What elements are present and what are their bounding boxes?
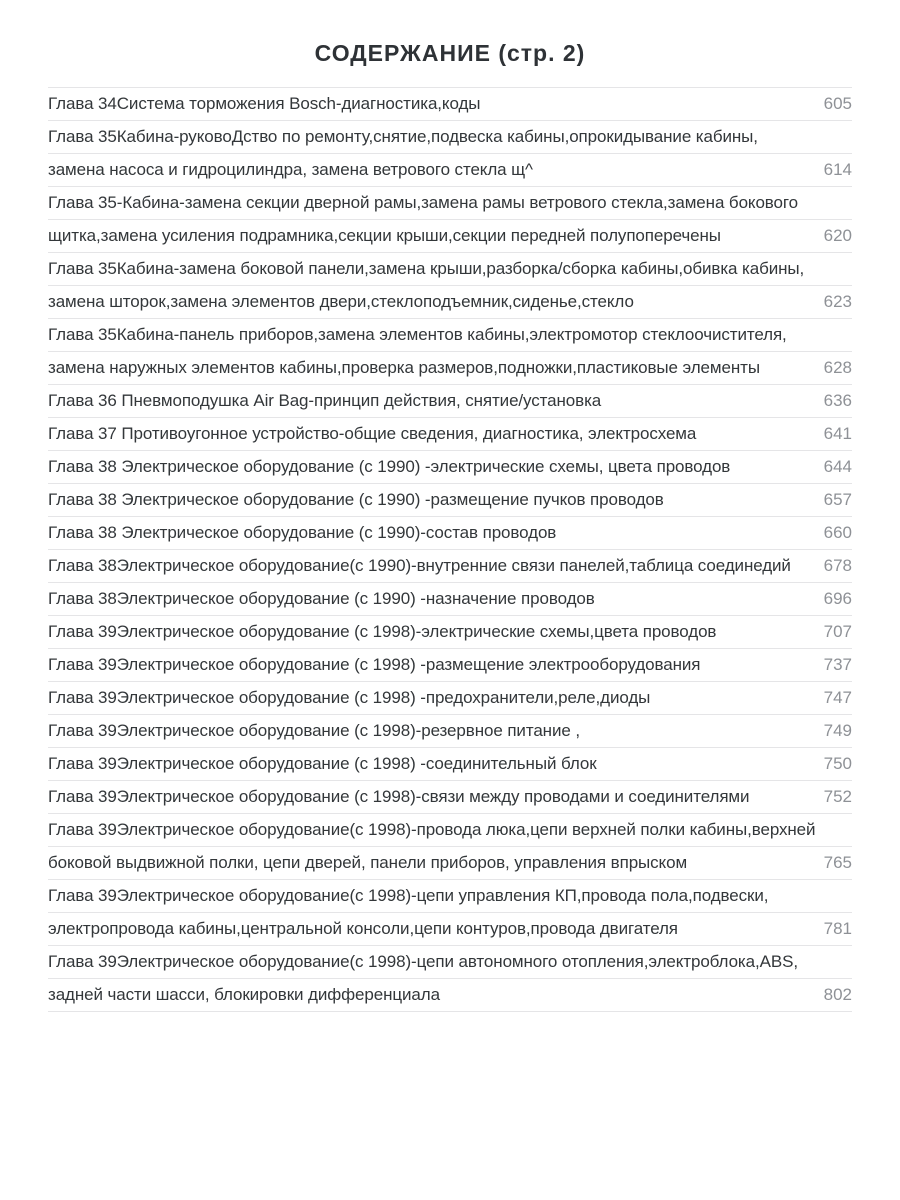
toc-row[interactable] — [48, 484, 852, 517]
toc-entry-title: Глава 35Кабина-руковоДство по ремонту,снятие,подвеска кабины,опрокидывание кабины, — [48, 127, 758, 146]
toc-entry-title: Глава 39Электрическое оборудование (с 1998) -соединительный блок — [48, 754, 597, 773]
toc-entry-title: Глава 37 Противоугонное устройство-общие сведения, диагностика, электросхема — [48, 424, 697, 443]
toc-row[interactable] — [48, 814, 852, 847]
toc-row[interactable] — [48, 913, 852, 946]
toc-entry-title: Глава 39Электрическое оборудование (с 1998)-электрические схемы,цвета проводов — [48, 622, 717, 641]
toc-entry-page: 644 — [823, 457, 852, 476]
toc-entry-title: щитка,замена усиления подрамника,секции крыши,секции передней полупоперечены — [48, 226, 721, 245]
toc-row[interactable] — [48, 979, 852, 1012]
toc-entry-page: 749 — [823, 721, 852, 740]
toc-entry-title: Глава 39Электрическое оборудование(с 1998)-цепи автономного отопления,электроблока,ABS, — [48, 952, 798, 971]
toc-row[interactable] — [48, 616, 852, 649]
toc-entry-title: Глава 35Кабина-панель приборов,замена элементов кабины,электромотор стеклоочистителя, — [48, 325, 787, 344]
toc-row[interactable] — [48, 187, 852, 220]
toc-entry-page: 628 — [823, 358, 852, 377]
toc-entry-page: 660 — [823, 523, 852, 542]
toc-list — [48, 87, 852, 1012]
toc-row[interactable] — [48, 88, 852, 121]
toc-entry-page: 678 — [823, 556, 852, 575]
toc-entry-page: 707 — [823, 622, 852, 641]
toc-entry-title: замена наружных элементов кабины,проверка размеров,подножки,пластиковые элементы — [48, 358, 760, 377]
toc-entry-page: 750 — [823, 754, 852, 773]
toc-entry-page: 620 — [823, 226, 852, 245]
toc-row[interactable] — [48, 946, 852, 979]
toc-entry-page: 765 — [823, 853, 852, 872]
toc-entry-page: 605 — [823, 94, 852, 113]
toc-entry-page: 636 — [823, 391, 852, 410]
toc-entry-page: 802 — [823, 985, 852, 1004]
toc-entry-title: Глава 38 Электрическое оборудование (с 1990) -электрические схемы, цвета проводов — [48, 457, 731, 476]
toc-entry-page: 737 — [823, 655, 852, 674]
toc-row[interactable] — [48, 682, 852, 715]
toc-row[interactable] — [48, 517, 852, 550]
toc-row[interactable] — [48, 715, 852, 748]
toc-row[interactable] — [48, 352, 852, 385]
toc-entry-title: Глава 38Электрическое оборудование(с 1990)-внутренние связи панелей,таблица соединедий — [48, 556, 791, 575]
toc-entry-page: 747 — [823, 688, 852, 707]
toc-row[interactable] — [48, 583, 852, 616]
toc-row[interactable] — [48, 418, 852, 451]
toc-entry-title: Глава 39Электрическое оборудование (с 1998) -размещение электрооборудования — [48, 655, 701, 674]
toc-entry-page: 696 — [823, 589, 852, 608]
toc-row[interactable] — [48, 649, 852, 682]
toc-entry-title: Глава 38 Электрическое оборудование (с 1990)-состав проводов — [48, 523, 557, 542]
toc-entry-title: задней части шасси, блокировки дифференциала — [48, 985, 440, 1004]
toc-row[interactable] — [48, 220, 852, 253]
toc-row[interactable] — [48, 781, 852, 814]
toc-row[interactable] — [48, 847, 852, 880]
toc-row[interactable] — [48, 550, 852, 583]
toc-entry-title: Глава 38Электрическое оборудование (с 1990) -назначение проводов — [48, 589, 595, 608]
toc-row[interactable] — [48, 319, 852, 352]
toc-row[interactable] — [48, 286, 852, 319]
toc-entry-page: 781 — [823, 919, 852, 938]
toc-row[interactable] — [48, 154, 852, 187]
toc-entry-title: Глава 39Электрическое оборудование(с 1998)-провода люка,цепи верхней полки кабины,верхней — [48, 820, 816, 839]
toc-row[interactable] — [48, 253, 852, 286]
toc-row[interactable] — [48, 385, 852, 418]
toc-entry-title: Глава 35-Кабина-замена секции дверной рамы,замена рамы ветрового стекла,замена бокового — [48, 193, 798, 212]
toc-entry-page: 657 — [823, 490, 852, 509]
toc-entry-title: Глава 39Электрическое оборудование (с 1998)-резервное питание , — [48, 721, 580, 740]
toc-row[interactable] — [48, 121, 852, 154]
toc-entry-page: 623 — [823, 292, 852, 311]
toc-entry-page: 752 — [823, 787, 852, 806]
toc-row[interactable] — [48, 748, 852, 781]
toc-entry-title: Глава 39Электрическое оборудование (с 1998)-связи между проводами и соединителями — [48, 787, 750, 806]
toc-entry-title: замена шторок,замена элементов двери,стеклоподъемник,сиденье,стекло — [48, 292, 634, 311]
toc-row[interactable] — [48, 451, 852, 484]
toc-entry-title: Глава 38 Электрическое оборудование (с 1990) -размещение пучков проводов — [48, 490, 664, 509]
toc-entry-title: Глава 34Система торможения Bosch-диагностика,коды — [48, 94, 481, 113]
toc-entry-title: электропровода кабины,центральной консоли,цепи контуров,провода двигателя — [48, 919, 678, 938]
toc-entry-title: Глава 39Электрическое оборудование (с 1998) -предохранители,реле,диоды — [48, 688, 651, 707]
toc-entry-page: 641 — [823, 424, 852, 443]
toc-entry-title: Глава 35Кабина-замена боковой панели,замена крыши,разборка/сборка кабины,обивка кабины, — [48, 259, 805, 278]
toc-entry-title: Глава 36 Пневмоподушка Air Bag-принцип действия, снятие/установка — [48, 391, 602, 410]
toc-entry-page: 614 — [823, 160, 852, 179]
toc-row[interactable] — [48, 880, 852, 913]
toc-entry-title: Глава 39Электрическое оборудование(с 1998)-цепи управления КП,провода пола,подвески, — [48, 886, 769, 905]
toc-entry-title: замена насоса и гидроцилиндра, замена ветрового стекла щ^ — [48, 160, 533, 179]
toc-entry-title: боковой выдвижной полки, цепи дверей, панели приборов, управления впрыском — [48, 853, 688, 872]
page-title: СОДЕРЖАНИЕ (стр. 2) — [314, 40, 586, 66]
